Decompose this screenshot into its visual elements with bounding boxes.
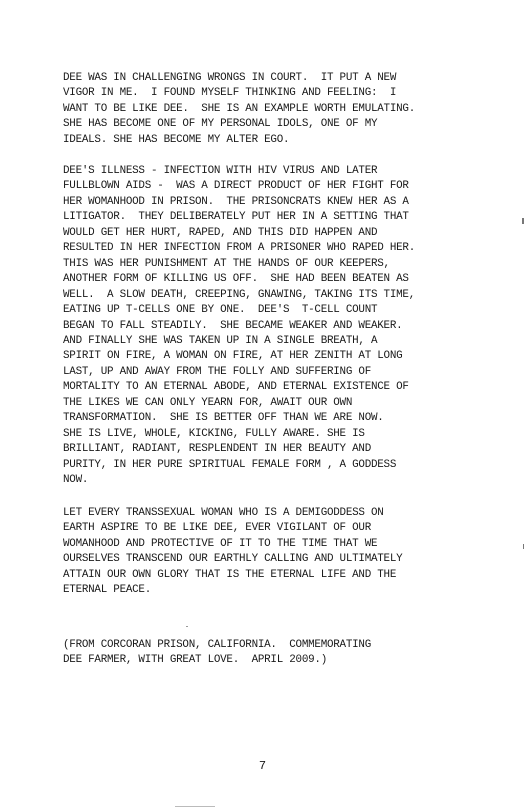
paragraph-illness: DEE'S ILLNESS - INFECTION WITH HIV VIRUS AND LATER FULLBLOWN AIDS - WAS A DIRECT PRODUCT OF HER FIGHT FOR HER WOMANHOOD IN PRISON. THE PRISONCRATS KNEW HER AS A LITIGATOR. THEY DELIBERATELY PUT HER IN A SETTING THAT WOULD GET HER HURT, RAPED, AND THIS DID HAPPEN AND RESULTED IN HER INFECTION FROM A PRISONER WHO RAPED HER. THIS WAS HER PUNISHMENT AT THE HANDS OF OUR KEEPERS, ANOTHER FORM OF KILLING US OFF. SHE HAD BEEN BEATEN AS WELL. A SLOW DEATH, CREEPING, GNAWING, TAKING ITS TIME, EATING UP T-CELLS ONE BY ONE. DEE'S T-CELL COUNT BEGAN TO FALL STEADILY. SHE BECAME WEAKER AND WEAKER. AND FINALLY SHE WAS TAKEN UP IN A SINGLE BREATH, A SPIRIT ON FIRE, A WOMAN ON FIRE, AT HER ZENITH AT LONG LAST, UP AND AWAY FROM THE FOLLY AND SUFFERING OF MORTALITY TO AN ETERNAL ABODE, AND ETERNAL EXISTENCE OF THE LIKES WE CAN ONLY YEARN FOR, AWAIT OUR OWN TRANSFORMATION. SHE IS BETTER OFF THAN WE ARE NOW. SHE IS LIVE, WHOLE, KICKING, FULLY AWARE. SHE IS BRILLIANT, RADIANT, RESPLENDENT IN HER BEAUTY AND PURITY, IN HER PURE SPIRITUAL FEMALE FORM , A GODDESS NOW. [63,165,415,487]
scan-artifact-mark [522,218,524,224]
scan-artifact-mark [186,626,188,627]
scan-artifact-mark [175,806,215,807]
page-number: 7 [258,759,267,773]
paragraph-admiration: DEE WAS IN CHALLENGING WRONGS IN COURT. IT PUT A NEW VIGOR IN ME. I FOUND MYSELF THINKING AND FEELING: I WANT TO BE LIKE DEE. SHE IS AN EXAMPLE WORTH EMULATING. SHE HAS BECOME ONE OF MY PERSONAL IDOLS, ONE OF MY IDEALS. SHE HAS BECOME MY ALTER EGO. [63,72,415,146]
paragraph-aspiration: LET EVERY TRANSSEXUAL WOMAN WHO IS A DEMIGODDESS ON EARTH ASPIRE TO BE LIKE DEE, EVER VIGILANT OF OUR WOMANHOOD AND PROTECTIVE OF IT TO THE TIME THAT WE OURSELVES TRANSCEND OUR EARTHLY CALLING AND ULTIMATELY ATTAIN OUR OWN GLORY THAT IS THE ETERNAL LIFE AND THE ETERNAL PEACE. [63,507,403,597]
paragraph-attribution: (FROM CORCORAN PRISON, CALIFORNIA. COMMEMORATING DEE FARMER, WITH GREAT LOVE. APRIL 2009.) [63,639,371,667]
scan-artifact-mark [523,544,524,549]
